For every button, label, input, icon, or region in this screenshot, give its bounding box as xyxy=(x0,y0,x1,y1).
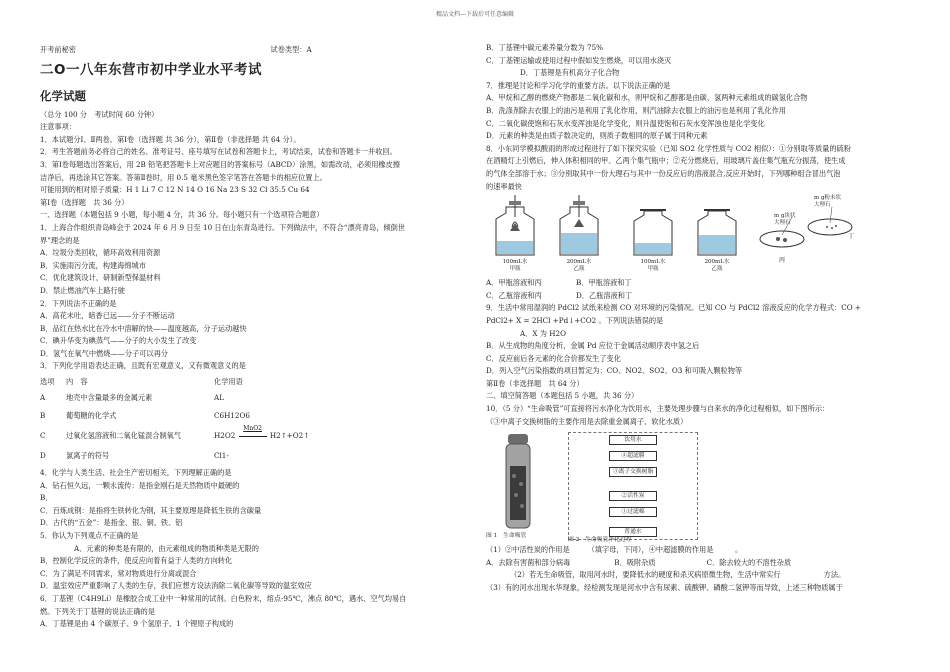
text-line: 7．推理是讨论和学习化学的重要方法。以下说法正确的是 xyxy=(486,80,671,90)
text-line: D．元素的种类是由质子数决定的，则质子数相同的原子属于同种元素 xyxy=(486,131,708,141)
dish-label-ding: 丁 xyxy=(848,233,855,241)
q10-options: A．去除有害菌和部分病毒 B．吸附杂质 C．除去较大的不溶性杂质 xyxy=(486,557,792,567)
figure-1 xyxy=(486,432,556,542)
text-line: A．丁基锂是由 4 个碳原子、9 个氢原子、1 个锂原子构成的 xyxy=(40,619,234,629)
text-line: A．垃圾分类回收，循环高效利用资源 xyxy=(40,248,161,258)
figure-1-caption: 图 1 生命吸管 xyxy=(486,532,527,539)
text-line: 9．生活中常用湿润的 PdCl2 试纸来检测 CO 对环境的污染情况。已知 CO 与 PdCl2 溶液反应的化学方程式：CO + xyxy=(486,303,861,313)
text-line: 8．小东同学模拟酸雨的形成过程进行了如下探究实验（已知 SO2 化学性质与 CO2 相似）：①分别取等质量的硫粉 xyxy=(486,143,851,153)
flow-step: ②活性炭 xyxy=(609,491,657,501)
q6-options xyxy=(486,42,906,67)
figure-2-caption: 图 2 生命吸管净化过程 xyxy=(568,536,632,543)
text-line: 1．上海合作组织青岛峰会于 2024 年 6 月 9 日至 10 日在山东青岛进行。下列做法中，不符合“漂亮青岛，倾倒世 xyxy=(40,222,405,232)
dish-label-bing: 丙 xyxy=(779,257,786,265)
text-line: A．钻石恒久远，一颗永流传：是指金刚石是天然物质中最硬的 xyxy=(40,480,240,490)
text-line: 第Ⅱ卷（非选择题 共 64 分） xyxy=(486,378,584,388)
table-row: B 葡萄糖的化学式 C6H12O6 xyxy=(40,411,250,421)
bottle-yi-burning xyxy=(550,195,608,273)
text-line: B．实施雨污分流，构建海绵城市 xyxy=(40,260,146,270)
text-line: C．为了满足不同需求，常对物质进行分离或混合 xyxy=(40,568,197,578)
questions-4-5 xyxy=(40,467,458,543)
text-line: B．洗涤剂除去衣服上的油污是利用了乳化作用，则汽油除去衣服上的油污也是利用了乳化作用 xyxy=(486,105,786,115)
text-line: 3．下列化学用语表达正确，且既有宏观意义，又有微观意义的是 xyxy=(40,361,246,371)
text-line: 4．化学与人类生活、社会生产密切相关，下列理解正确的是 xyxy=(40,468,232,478)
bottle-jia-covered xyxy=(624,195,682,273)
bottle-icon xyxy=(486,195,544,259)
text-line: 的气体全部溶于水；③分别取其中一份大理石与其中一份反应后的溶液混合,反应开始时，下列哪种组合冒出气泡 xyxy=(486,168,841,178)
q8-options: A．甲瓶溶液和丙 B．甲瓶溶液和丁 C．乙瓶溶液和丙 D．乙瓶溶液和丁 xyxy=(486,278,633,300)
table-header: 选项 内 容 化学用语 xyxy=(40,377,243,387)
secret-label: 开考前秘密 xyxy=(40,45,76,54)
text-line: C．丁基锂运输或使用过程中假如发生燃烧，可以用水浇灭 xyxy=(486,55,672,65)
text-line: D．氢气在氧气中燃烧——分子可以再分 xyxy=(40,348,168,358)
table-row: A 地壳中含量最多的金属元素 AL xyxy=(40,393,224,403)
q10-part3: （3）有的河水出现水华现象，经检测发现是河水中含有尿素、硫酸钾、磷酸二氢钾等而导致，上述三种物质属于 xyxy=(486,583,843,593)
text-line: 洁净后，再选涂其它答案。答第Ⅱ卷时，用 0.5 毫米黑色签字笔答在答题卡的相应位置上。 xyxy=(40,172,327,182)
text-line: B．丁基锂中碳元素养量分数为 75% xyxy=(486,43,603,52)
text-line: 的速率最快 xyxy=(486,181,522,191)
text-line: （③中离子交换树脂的主要作用是去除重金属离子、软化水质） xyxy=(486,416,688,426)
text-line: 在酒精灯上引燃后，伸入体积相同的甲、乙两个集气瓶中；②充分燃烧后，用玻璃片盖住集气瓶充分振荡，使生成 xyxy=(486,156,846,166)
bottle-icon xyxy=(624,195,682,259)
bottle-icon xyxy=(550,195,608,259)
exam-title: 二O一八年东营市初中学业水平考试 xyxy=(40,61,262,78)
text-line: 5．你认为下列观点不正确的是 xyxy=(40,531,139,541)
text-line: A．高花未吐，暗香已远——分子不断运动 xyxy=(40,311,175,321)
paper-type: 试卷类型：A xyxy=(270,45,312,54)
bottle-yi-covered xyxy=(688,195,746,273)
q3-table xyxy=(40,375,458,465)
flow-step: ④超滤膜 xyxy=(609,451,657,461)
dish-label-powder: m g粉末状 大理石 xyxy=(814,195,841,208)
text-line: 2．下列说法不正确的是 xyxy=(40,298,117,308)
q5-option-a: A．元素的种类是有限的，由元素组成的物质种类是无限的 xyxy=(74,543,259,553)
bottle-icon xyxy=(688,195,746,259)
text-line: A．甲烷和乙醇的燃烧产物都是二氧化碳和水，则甲烷和乙醇都是由碳、氢两种元素组成的碳氢化合物 xyxy=(486,93,808,103)
questions-7-8 xyxy=(486,80,906,193)
q9-options-and-q10 xyxy=(486,340,906,428)
q6-option-d: D．丁基锂是有机高分子化合物 xyxy=(520,68,620,78)
table-row: C 过氧化氢溶液和二氧化锰混合制氧气 H2O2 MnO2 H2↑+O2↑ xyxy=(40,425,458,447)
q8-figure xyxy=(486,195,906,273)
dish-icon xyxy=(752,195,862,273)
flow-diagram xyxy=(568,432,698,540)
q9-option-a: A．X 为 H2O xyxy=(520,328,566,338)
q10-part2: （2）若无生命吸管，取用河水时，要降低水的硬度和杀灭病原微生物，生活中常实行 方法。 xyxy=(510,570,846,580)
header-note: 精品文档---下载后可任意编辑 xyxy=(435,11,515,18)
text-line: B．控制化学反应的条件，使反应向着有益于人类的方向转化 xyxy=(40,556,233,566)
text-line: 界”理念的是 xyxy=(40,235,80,245)
text-line: D．列入空气污染指数的项目暂定为：CO、NO2、SO2、O3 和可吸入颗粒物等 xyxy=(486,366,743,376)
marble-dishes xyxy=(752,195,862,273)
text-line: 1．本试题分Ⅰ、Ⅱ两卷。第Ⅰ卷（选择题 共 36 分），第Ⅱ卷（非选择题 共 64 分）。 xyxy=(40,134,301,144)
bottle-label: 100mL水 甲瓶 xyxy=(640,259,666,273)
instructions-and-questions xyxy=(40,109,458,373)
text-line: 10．（5 分）“生命吸管”可直接将污水净化为饮用水，主要处理步骤与自来水的净化过程相似，如下图所示： xyxy=(486,404,830,414)
left-column xyxy=(40,44,458,631)
text-line: 3．第Ⅰ卷每题选出答案后，用 2B 铅笔把答题卡上对应题目的答案标号（ABCD）涂黑，如需改动，必须用橡皮擦 xyxy=(40,159,400,169)
text-line: C．反应前后各元素的化合价都发生了变化 xyxy=(486,353,621,363)
text-line: C．碘升华变为碘蒸气——分子的大小发生了改变 xyxy=(40,336,197,346)
flow-bottom: 普通水 xyxy=(609,527,657,537)
exam-meta xyxy=(40,44,458,57)
text-line: 燃。下列关于丁基锂的说法正确的是 xyxy=(40,606,156,616)
text-line: B． xyxy=(40,493,53,503)
reaction-arrow: MnO2 xyxy=(238,425,268,447)
questions-5-6 xyxy=(40,555,458,631)
text-line: 2．考生答题前务必将自己的姓名、准考证号、座号填写在试卷和答题卡上，考试结束，试卷和答题卡一并收回。 xyxy=(40,147,397,157)
bottle-label: 200mL水 乙瓶 xyxy=(704,259,730,273)
text-line: C．百炼成钢：是指将生铁转化为钢，其主要原理是降低生铁的含碳量 xyxy=(40,505,262,515)
table-row: D 氯离子的符号 Cl1- xyxy=(40,451,229,461)
text-line: （总分 100 分 考试时间 60 分钟） xyxy=(40,109,159,119)
text-line: 注意事项： xyxy=(40,122,76,132)
straw-icon xyxy=(498,432,538,532)
text-line: PdCl2+ X = 2HCl +Pd↓+CO2 。下列说法错误的是 xyxy=(486,315,664,325)
text-line: C．二氧化碳使饱和石灰水变浑浊是化学变化，则升温使饱和石灰水变浑浊也是化学变化 xyxy=(486,118,765,128)
flow-step: ③离子交换树脂 xyxy=(609,467,657,477)
bottle-jia-burning xyxy=(486,195,544,273)
text-line: D．禁止燃油汽车上路行驶 xyxy=(40,285,125,295)
q10-figures xyxy=(486,432,906,542)
text-line: 二、填空简答题（本题包括 5 小题，共 36 分） xyxy=(486,391,639,401)
text-line: C．优化建筑设计，研制新型保温材料 xyxy=(40,273,161,283)
q10-part1: （1）②中活性炭的作用是 （填字母，下同），④中超滤膜的作用是 。 xyxy=(486,545,743,555)
text-line: 可能用到的相对原子质量：H 1 Li 7 C 12 N 14 O 16 Na 23 S 32 Cl 35.5 Cu 64 xyxy=(40,185,310,195)
right-column xyxy=(486,42,906,595)
text-line: B．品红在热水比在冷水中溶解的快——温度越高，分子运动越快 xyxy=(40,323,247,333)
bottle-label: 200mL水 乙瓶 xyxy=(566,259,592,273)
text-line: 第Ⅰ卷（选择题 共 36 分） xyxy=(40,197,129,207)
text-line: D．温室效应严重影响了人类的生存，我们应想方设法消除二氧化碳等导致的温室效应 xyxy=(40,581,312,591)
bottle-label: 100mL水 甲瓶 xyxy=(502,259,528,273)
subject-title: 化学试题 xyxy=(40,88,86,103)
question-9 xyxy=(486,302,906,327)
text-line: 6．丁基锂（C4H9Li）是橡胶合成工业中一种常用的试剂。白色粉末，熔点-95℃，沸点 80℃，遇水、空气均易自 xyxy=(40,594,407,603)
flow-step: ①过滤棉 xyxy=(609,507,657,517)
figure-2 xyxy=(568,432,718,542)
flow-top: 饮用水 xyxy=(609,435,657,445)
dish-label-block: m g块状 大理石 xyxy=(774,213,796,226)
text-line: B．从生成物的角度分析，金属 Pd 应位于金属活动顺序表中氢之后 xyxy=(486,341,700,351)
reaction-equation: H2O2 MnO2 H2↑+O2↑ xyxy=(214,425,414,447)
text-line: D．古代的“五金”：是指金、银、铜、铁、铝 xyxy=(40,518,183,528)
text-line: 一、选择题（本题包括 9 小题，每小题 4 分，共 36 分。每小题只有一个选项符合题意） xyxy=(40,210,324,220)
